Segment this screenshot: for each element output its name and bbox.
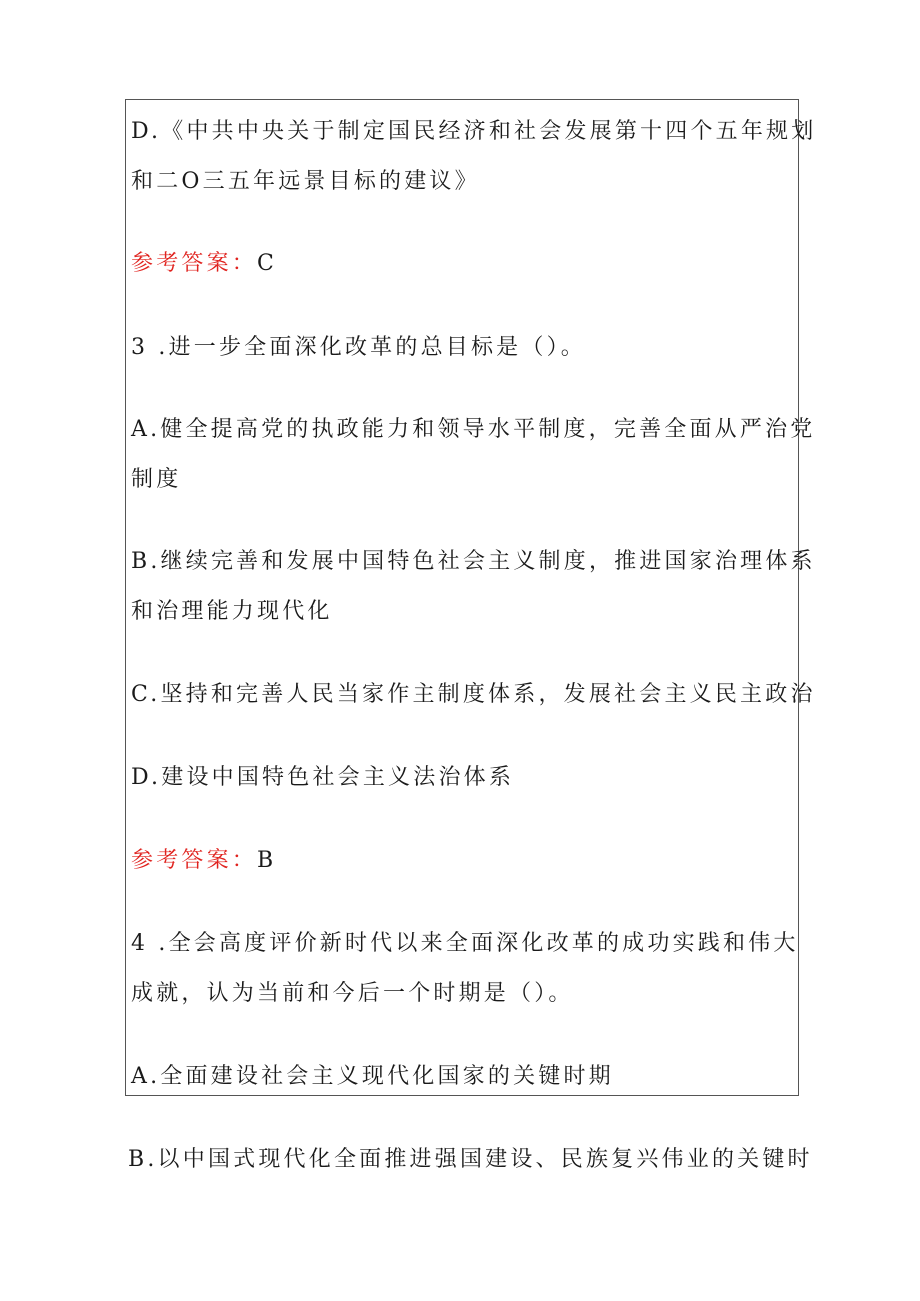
q3-option-a-line1: A.健全提高党的执政能力和领导水平制度，完善全面从严治党 — [131, 417, 816, 442]
q4-option-b: B.以中国式现代化全面推进强国建设、民族复兴伟业的关键时 — [128, 1147, 813, 1172]
q2-answer-value: C — [257, 251, 278, 276]
q3-option-b-line1: B.继续完善和发展中国特色社会主义制度，推进国家治理体系 — [131, 549, 816, 574]
q3-option-b-line2: 和治理能力现代化 — [131, 599, 333, 624]
q4-question-line2: 成就，认为当前和今后一个时期是（）。 — [131, 981, 574, 1006]
q3-option-c: C.坚持和完善人民当家作主制度体系，发展社会主义民主政治 — [131, 682, 816, 707]
q4-question-line1: 4 .全会高度评价新时代以来全面深化改革的成功实践和伟大 — [131, 931, 799, 956]
q2-answer-label: 参考答案： — [131, 251, 258, 276]
q4-option-a: A.全面建设社会主义现代化国家的关键时期 — [131, 1064, 614, 1089]
q3-answer — [131, 850, 276, 872]
q3-question: 3 .进一步全面深化改革的总目标是（）。 — [131, 335, 586, 360]
q2-option-d-line1: D.《中共中央关于制定国民经济和社会发展第十四个五年规划 — [131, 119, 817, 144]
q3-answer-label: 参考答案： — [131, 848, 258, 873]
q3-option-d: D.建设中国特色社会主义法治体系 — [131, 765, 515, 790]
q2-answer — [131, 253, 277, 275]
q2-option-d-line2: 和二O三五年远景目标的建议》 — [131, 169, 480, 194]
q3-answer-value: B — [257, 848, 277, 873]
q3-option-a-line2: 制度 — [131, 467, 182, 492]
